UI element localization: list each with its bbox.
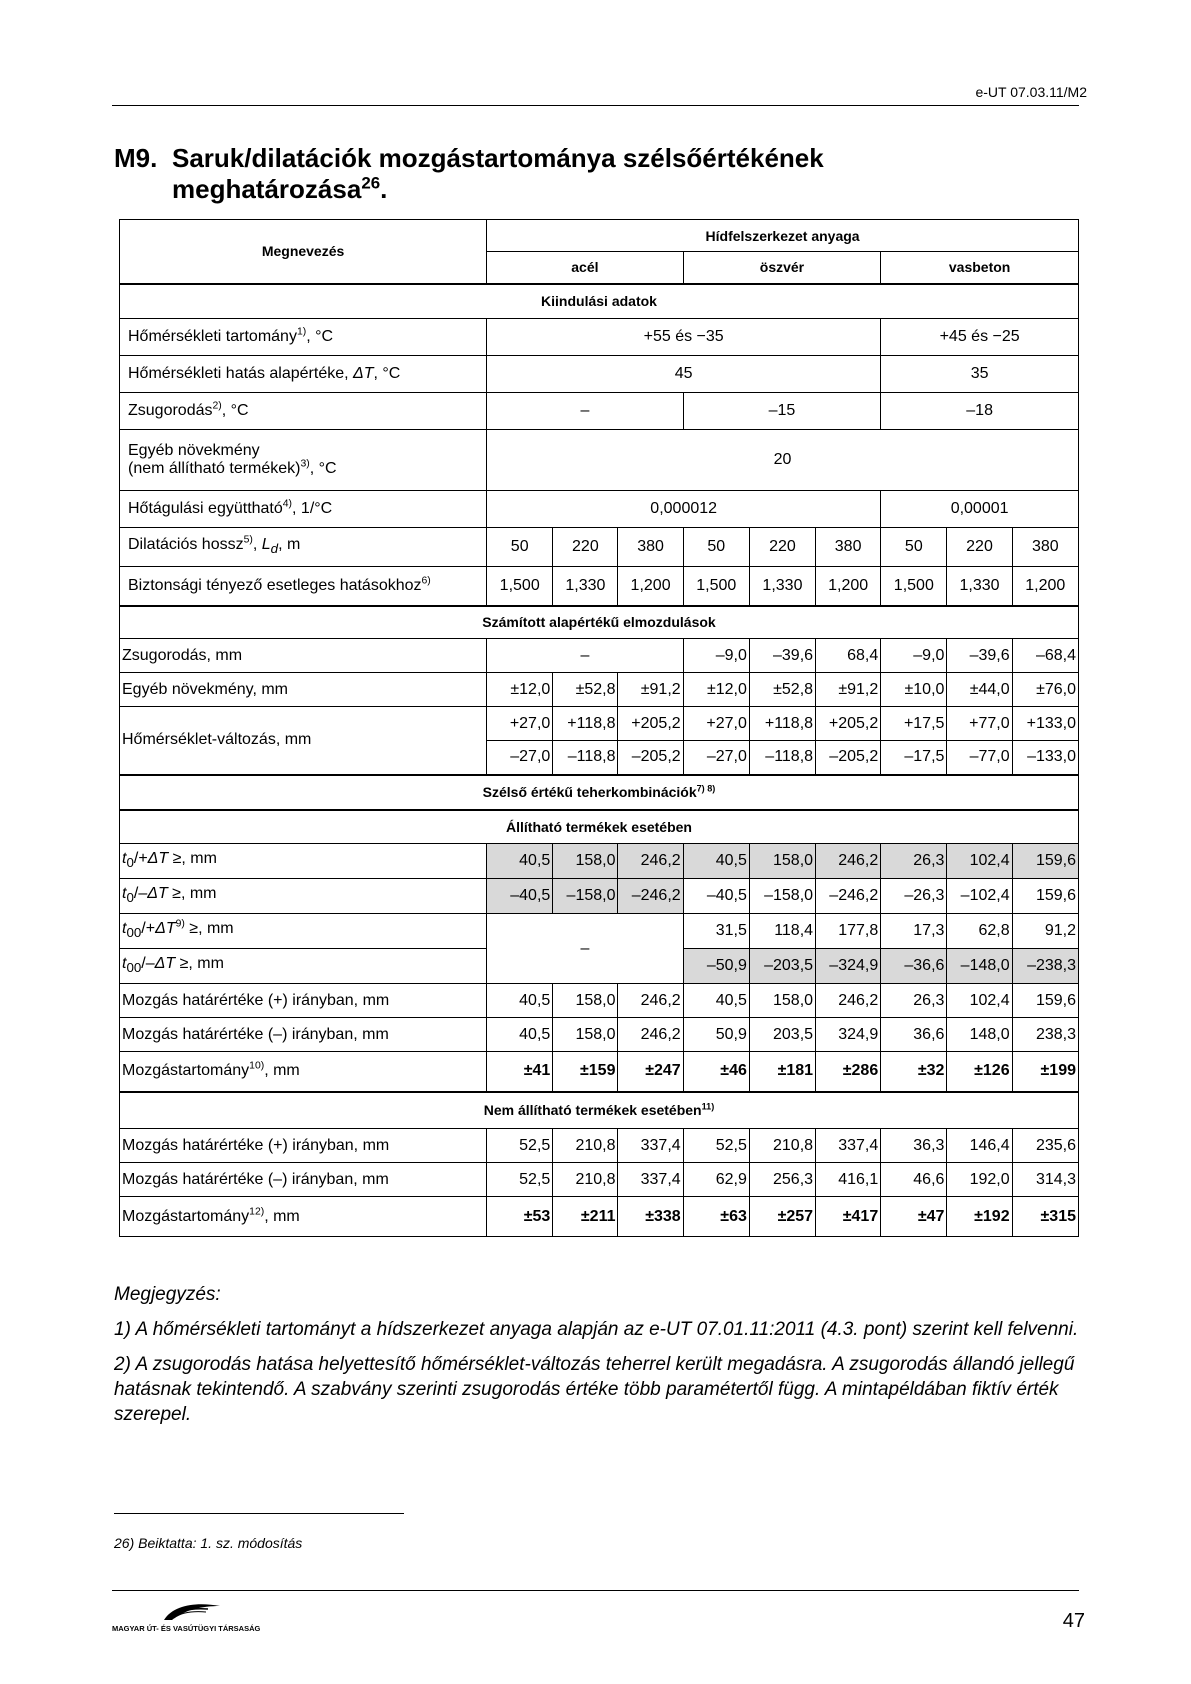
table-cell: 337,4: [618, 1163, 683, 1197]
table-cell: 337,4: [618, 1129, 683, 1163]
table-cell: ±257: [749, 1197, 815, 1237]
section-initial-data: Kiindulási adatok: [120, 284, 1079, 319]
table-cell: ±315: [1012, 1197, 1078, 1237]
table-cell: –: [487, 393, 684, 430]
row-label: $t_0/-\Delta T$ ≥, mm: [120, 879, 487, 914]
table-cell: 40,5: [487, 844, 553, 879]
table-cell: 246,2: [618, 984, 683, 1018]
table-cell: ±417: [816, 1197, 881, 1237]
table-cell: –36,6: [881, 949, 947, 984]
table-cell: 52,5: [487, 1129, 553, 1163]
table-cell: 62,9: [683, 1163, 749, 1197]
table-cell: 337,4: [816, 1129, 881, 1163]
table-cell: 1,200: [618, 567, 683, 606]
table-cell: 1,500: [881, 567, 947, 606]
table-cell: –118,8: [749, 741, 815, 775]
header-concrete: vasbeton: [881, 252, 1079, 284]
row-label: Mozgástartomány$^{12)}$, mm: [120, 1197, 487, 1237]
table-cell: ±91,2: [816, 673, 881, 707]
table-cell: 52,5: [487, 1163, 553, 1197]
document-code: e-UT 07.03.11/M2: [975, 84, 1087, 100]
table-cell: ±53: [487, 1197, 553, 1237]
table-cell: 210,8: [749, 1129, 815, 1163]
table-cell: 238,3: [1012, 1018, 1078, 1052]
table-cell: 210,8: [553, 1129, 618, 1163]
table-cell: ±192: [947, 1197, 1012, 1237]
table-cell: 158,0: [553, 1018, 618, 1052]
note-1: 1) A hőmérsékleti tartományt a hídszerkezet anyaga alapján az e-UT 07.01.11:2011 (4.3. pont) szerint kell felvenni.: [114, 1319, 1079, 1340]
svg-text:MAGYAR ÚT- ÉS VASÚTÜGYI TÁRSAS: MAGYAR ÚT- ÉS VASÚTÜGYI TÁRSASÁG: [112, 1624, 261, 1633]
table-cell: –246,2: [618, 879, 683, 914]
table-cell: +45 és −25: [881, 319, 1079, 356]
table-cell: ±91,2: [618, 673, 683, 707]
table-cell: 1,330: [749, 567, 815, 606]
table-cell: 158,0: [749, 844, 815, 879]
row-label: Biztonsági tényező esetleges hatásokhoz$^{6)}$: [120, 567, 487, 606]
table-cell: –158,0: [749, 879, 815, 914]
table-cell: ±10,0: [881, 673, 947, 707]
table-cell: +17,5: [881, 707, 947, 741]
table-cell: 148,0: [947, 1018, 1012, 1052]
table-cell: –205,2: [816, 741, 881, 775]
table-cell: 220: [749, 528, 815, 567]
table-cell: –324,9: [816, 949, 881, 984]
table-cell: +27,0: [487, 707, 553, 741]
table-cell: ±247: [618, 1052, 683, 1092]
row-label: Zsugorodás, mm: [120, 639, 487, 673]
table-cell: 26,3: [881, 984, 947, 1018]
table-cell: –118,8: [553, 741, 618, 775]
table-cell: 35: [881, 356, 1079, 393]
table-cell: 158,0: [553, 984, 618, 1018]
table-cell: 102,4: [947, 844, 1012, 879]
table-cell: 146,4: [947, 1129, 1012, 1163]
table-cell: +55 és −35: [487, 319, 881, 356]
table-cell: ±52,8: [553, 673, 618, 707]
table-cell: ±41: [487, 1052, 553, 1092]
table-cell: –40,5: [487, 879, 553, 914]
table-cell: 40,5: [683, 984, 749, 1018]
header-steel: acél: [487, 252, 684, 284]
table-cell: –77,0: [947, 741, 1012, 775]
table-cell: +205,2: [816, 707, 881, 741]
header-composite: öszvér: [683, 252, 881, 284]
table-cell: 102,4: [947, 984, 1012, 1018]
table-cell: 26,3: [881, 844, 947, 879]
table-cell: –50,9: [683, 949, 749, 984]
table-cell: 220: [947, 528, 1012, 567]
table-cell: 203,5: [749, 1018, 815, 1052]
table-cell: ±63: [683, 1197, 749, 1237]
table-cell: –238,3: [1012, 949, 1078, 984]
table-cell: 235,6: [1012, 1129, 1078, 1163]
table-cell: 324,9: [816, 1018, 881, 1052]
movement-range-table: [119, 219, 1079, 1237]
table-cell: 256,3: [749, 1163, 815, 1197]
row-label: $t_0/+\Delta T$ ≥, mm: [120, 844, 487, 879]
row-label: $t_{00}/-\Delta T$ ≥, mm: [120, 949, 487, 984]
table-cell: 45: [487, 356, 881, 393]
table-cell: 416,1: [816, 1163, 881, 1197]
table-cell: 246,2: [618, 844, 683, 879]
table-cell: –17,5: [881, 741, 947, 775]
table-cell: ±126: [947, 1052, 1012, 1092]
table-cell: 0,000012: [487, 491, 881, 528]
table-cell: 246,2: [618, 1018, 683, 1052]
table-cell: 36,3: [881, 1129, 947, 1163]
table-cell: –9,0: [683, 639, 749, 673]
table-cell: +118,8: [749, 707, 815, 741]
section-extreme: Szélső értékű teherkombinációk$^{7) 8)}$: [120, 775, 1079, 810]
table-cell: –39,6: [947, 639, 1012, 673]
table-cell: +133,0: [1012, 707, 1078, 741]
table-cell: 210,8: [553, 1163, 618, 1197]
table-cell: –40,5: [683, 879, 749, 914]
table-cell: –9,0: [881, 639, 947, 673]
table-cell: 91,2: [1012, 914, 1078, 949]
footnote-divider: [114, 1513, 404, 1514]
table-cell: 159,6: [1012, 844, 1078, 879]
table-cell: –246,2: [816, 879, 881, 914]
table-cell: 192,0: [947, 1163, 1012, 1197]
table-cell: ±286: [816, 1052, 881, 1092]
table-cell: –133,0: [1012, 741, 1078, 775]
table-cell: 20: [487, 430, 1079, 491]
notes-heading: Megjegyzés:: [114, 1284, 221, 1305]
society-logo: [112, 1598, 262, 1638]
table-cell: ±199: [1012, 1052, 1078, 1092]
row-label: Hőmérsékleti tartomány$^{1)}$, °C: [120, 319, 487, 356]
row-label: Dilatációs hossz$^{5)}$, $L_d$, m: [120, 528, 487, 567]
table-cell: ±338: [618, 1197, 683, 1237]
header-divider: [112, 105, 1079, 106]
table-cell: ±46: [683, 1052, 749, 1092]
table-cell: 314,3: [1012, 1163, 1078, 1197]
train-logo-icon: [112, 1598, 262, 1638]
row-label: $t_{00}/+\Delta T^{9)}$ ≥, mm: [120, 914, 487, 949]
table-cell: –203,5: [749, 949, 815, 984]
table-cell: 31,5: [683, 914, 749, 949]
table-cell: ±76,0: [1012, 673, 1078, 707]
page-number: 47: [1062, 1610, 1085, 1632]
table-cell: 50: [487, 528, 553, 567]
table-cell: –15: [683, 393, 881, 430]
page-title: M9. Saruk/dilatációk mozgástartománya szélsőértékének meghatározása$^{26}$.: [114, 143, 824, 204]
table-cell: ±47: [881, 1197, 947, 1237]
row-label: Hőmérsékleti hatás alapértéke, ΔT, °C: [120, 356, 487, 393]
table-cell: –158,0: [553, 879, 618, 914]
table-cell: +77,0: [947, 707, 1012, 741]
table-cell: 177,8: [816, 914, 881, 949]
table-cell: 52,5: [683, 1129, 749, 1163]
row-label: Egyéb növekmény (nem állítható termékek)$^{3)}$, °C: [120, 430, 487, 491]
title-footnote-ref: 26: [361, 173, 381, 193]
table-cell: –68,4: [1012, 639, 1078, 673]
row-label: Egyéb növekmény, mm: [120, 673, 487, 707]
footnote: 26) Beiktatta: 1. sz. módosítás: [114, 1535, 303, 1551]
table-cell: –102,4: [947, 879, 1012, 914]
row-label: Mozgás határértéke (+) irányban, mm: [120, 1129, 487, 1163]
table-cell: 50,9: [683, 1018, 749, 1052]
table-cell: ±12,0: [487, 673, 553, 707]
table-cell: 0,00001: [881, 491, 1079, 528]
row-label: Hőtágulási együttható$^{4)}$, 1/°C: [120, 491, 487, 528]
table-cell: –26,3: [881, 879, 947, 914]
table-cell: ±159: [553, 1052, 618, 1092]
table-cell: –18: [881, 393, 1079, 430]
table-cell: –27,0: [683, 741, 749, 775]
header-name: Megnevezés: [120, 220, 487, 284]
table-cell: –: [487, 639, 684, 673]
table-cell: 246,2: [816, 844, 881, 879]
table-cell: 50: [683, 528, 749, 567]
table-cell: 17,3: [881, 914, 947, 949]
table-cell: 159,6: [1012, 984, 1078, 1018]
notes-section: [114, 1282, 1079, 1437]
section-nonadjustable: Nem állítható termékek esetében$^{11)}$: [120, 1092, 1079, 1129]
title-number: M9.: [114, 143, 158, 173]
row-label: Zsugorodás$^{2)}$, °C: [120, 393, 487, 430]
table-cell: 36,6: [881, 1018, 947, 1052]
table-cell: 1,200: [816, 567, 881, 606]
section-adjustable: Állítható termékek esetében: [120, 810, 1079, 844]
table-cell: 46,6: [881, 1163, 947, 1197]
table-cell: ±211: [553, 1197, 618, 1237]
table-cell: ±181: [749, 1052, 815, 1092]
table-cell: 1,500: [683, 567, 749, 606]
table-cell: 68,4: [816, 639, 881, 673]
table-cell: –39,6: [749, 639, 815, 673]
table-cell: 62,8: [947, 914, 1012, 949]
table-cell: +118,8: [553, 707, 618, 741]
row-label: Mozgástartomány$^{10)}$, mm: [120, 1052, 487, 1092]
table-cell: 40,5: [683, 844, 749, 879]
row-label: Mozgás határértéke (+) irányban, mm: [120, 984, 487, 1018]
table-cell: 1,200: [1012, 567, 1078, 606]
table-cell: 118,4: [749, 914, 815, 949]
table-cell: 40,5: [487, 984, 553, 1018]
title-line1: Saruk/dilatációk mozgástartománya szélsőértékének: [172, 143, 824, 173]
table-cell: ±12,0: [683, 673, 749, 707]
table-cell: 1,500: [487, 567, 553, 606]
table-cell: –: [487, 914, 684, 984]
table-cell: +205,2: [618, 707, 683, 741]
note-2: 2) A zsugorodás hatása helyettesítő hőmérséklet-változás teherrel került megadásra. A zsugorodás állandó jellegű hatásnak tekintendő. A szabvány szerinti zsugorodás értéke több paramétertől függ. A mintapéldában fiktív érték szerepel.: [114, 1354, 1075, 1425]
table-cell: 380: [1012, 528, 1078, 567]
table-cell: –205,2: [618, 741, 683, 775]
row-label: Mozgás határértéke (–) irányban, mm: [120, 1163, 487, 1197]
table-cell: ±32: [881, 1052, 947, 1092]
table-cell: –27,0: [487, 741, 553, 775]
table-cell: 159,6: [1012, 879, 1078, 914]
table-cell: 50: [881, 528, 947, 567]
table-cell: 380: [816, 528, 881, 567]
table-cell: 40,5: [487, 1018, 553, 1052]
row-label: Hőmérséklet-változás, mm: [120, 707, 487, 775]
footer-divider: [112, 1590, 1079, 1591]
title-line2: meghatározása: [172, 174, 362, 204]
row-label: Mozgás határértéke (–) irányban, mm: [120, 1018, 487, 1052]
table-cell: –148,0: [947, 949, 1012, 984]
section-computed: Számított alapértékű elmozdulások: [120, 606, 1079, 639]
table-cell: 220: [553, 528, 618, 567]
table-cell: 158,0: [749, 984, 815, 1018]
table-cell: 1,330: [553, 567, 618, 606]
header-material-group: Hídfelszerkezet anyaga: [487, 220, 1079, 252]
table-cell: 246,2: [816, 984, 881, 1018]
table-cell: ±44,0: [947, 673, 1012, 707]
table-cell: 380: [618, 528, 683, 567]
table-cell: ±52,8: [749, 673, 815, 707]
table-cell: 1,330: [947, 567, 1012, 606]
table-cell: 158,0: [553, 844, 618, 879]
table-cell: +27,0: [683, 707, 749, 741]
